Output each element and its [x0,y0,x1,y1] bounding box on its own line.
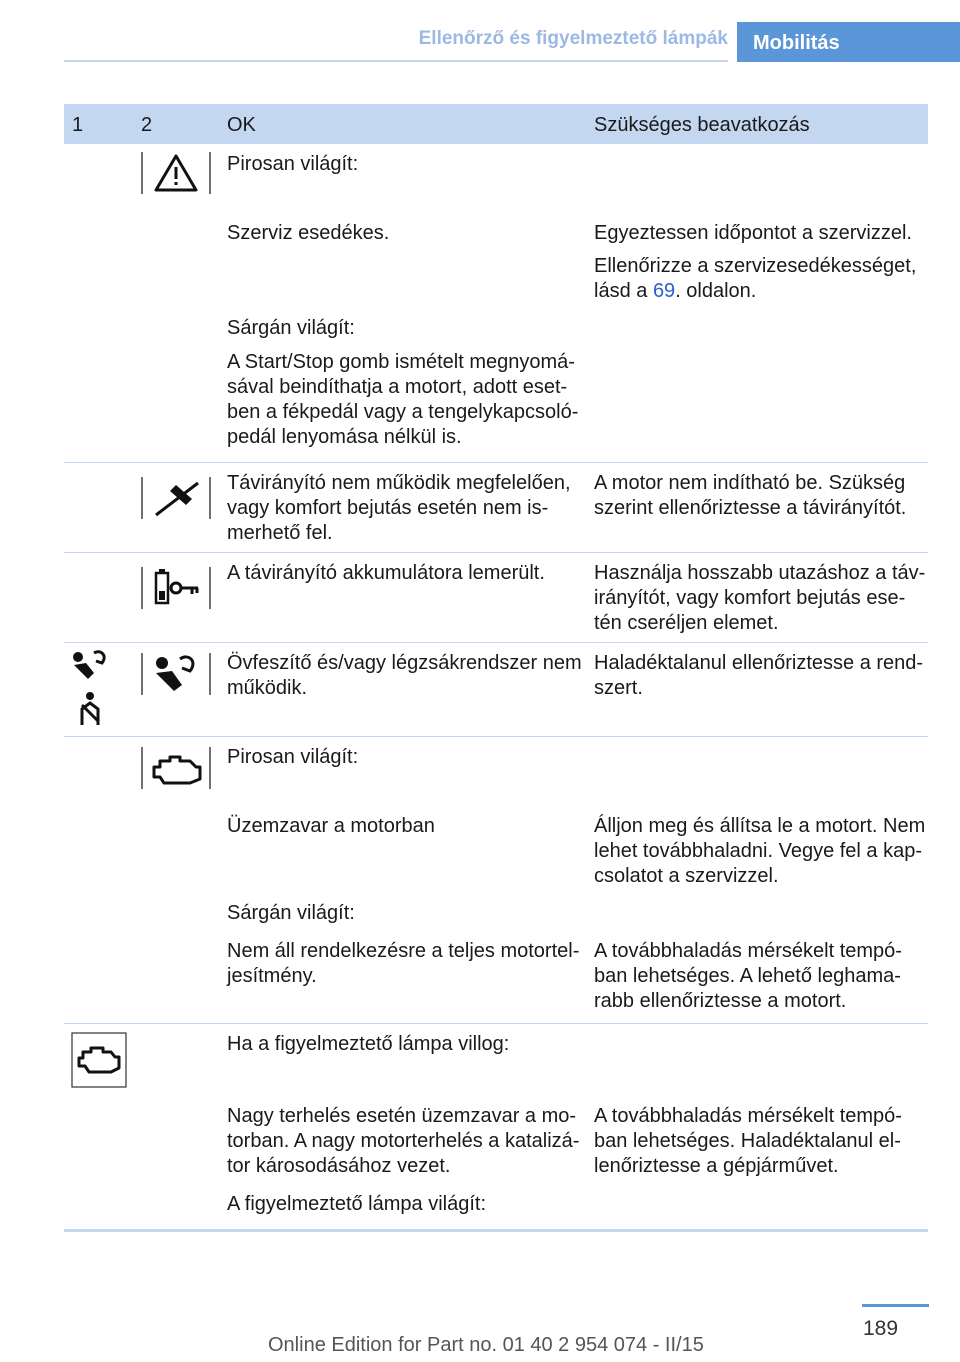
action-text: szerint ellenőriztesse a távirányítót. [594,497,907,519]
action-text: A továbbhaladás mérsékelt tempó- [594,1105,902,1127]
status-text: merhető fel. [227,522,333,544]
action-text: tén cseréljen elemet. [594,612,779,634]
status-text: A távirányító akkumulátora lemerült. [227,562,545,584]
status-text: jesítmény. [227,965,317,987]
action-text: csolatot a szervizzel. [594,865,779,887]
column-header-2: 2 [141,114,153,136]
status-text: Szerviz esedékes. [227,222,390,244]
status-text: torban. A nagy motorterhelés a katalizá- [227,1130,580,1152]
column-header-1: 1 [72,114,84,136]
status-text: Nagy terhelés esetén üzemzavar a mo- [227,1105,577,1127]
status-text: Távirányító nem működik megfelelően, [227,472,571,494]
action-text: ban lehetséges. A lehető leghama- [594,965,901,987]
action-text: rabb ellenőriztesse a motort. [594,990,847,1012]
action-text: A továbbhaladás mérsékelt tempó- [594,940,902,962]
status-text: A Start/Stop gomb ismételt megnyomá- [227,351,575,373]
action-text: A motor nem indítható be. Szükség [594,472,906,494]
page-number: 189 [863,1317,899,1340]
table-row [64,737,928,1024]
status-text: Üzemzavar a motorban [227,815,435,837]
status-text: Sárgán világít: [227,317,355,339]
action-text: Haladéktalanul ellenőriztesse a rend- [594,652,924,674]
status-text: tor károsodásához vezet. [227,1155,451,1177]
edition-text: Online Edition for Part no. 01 40 2 954 074 - II/15 [268,1334,704,1356]
status-text: vagy komfort bejutás esetén nem is- [227,497,549,519]
status-text: Pirosan világít: [227,153,359,175]
remote-battery-icon [140,565,212,611]
status-text: A figyelmeztető lámpa világít: [227,1193,487,1215]
column-header-ok: OK [227,114,256,136]
header-section-title: Ellenőrző és figyelmeztető lámpák [418,28,728,49]
status-text: működik. [227,677,308,699]
airbag-icon [70,649,110,683]
remote-key-crossed-icon [140,475,212,521]
table-row [64,144,928,463]
page-header [0,0,960,62]
status-text: Övfeszítő és/vagy légzsákrendszer nem [227,652,582,674]
table-header [64,104,928,144]
table-row [64,463,928,553]
page-link[interactable]: 69 [652,280,676,302]
seatbelt-icon [74,691,106,727]
table-row [64,643,928,737]
status-text: Nem áll rendelkezésre a teljes motortel- [227,940,580,962]
header-rule [64,60,728,62]
action-text: lásd a 69. oldalon. [594,280,757,302]
action-text: Használja hosszabb utazáshoz a táv- [594,562,926,584]
action-text: Egyeztessen időpontot a szervizzel. [594,222,912,244]
indicator-table [64,104,928,1232]
action-text: lehet továbbhaladni. Vegye fel a kap- [594,840,923,862]
action-text: ban lehetséges. Haladéktalanul el- [594,1130,901,1152]
table-row [64,1024,928,1232]
engine-icon [140,745,212,791]
action-text: szert. [594,677,643,699]
status-text: ben a fékpedál vagy a tengelykapcsoló- [227,401,579,423]
status-text: Ha a figyelmeztető lámpa villog: [227,1033,510,1055]
column-header-action: Szükséges beavatkozás [594,114,810,136]
action-text: irányítót, vagy komfort bejutás ese- [594,587,906,609]
status-text: Sárgán világít: [227,902,355,924]
table-row [64,553,928,643]
warning-triangle-icon [140,150,212,196]
header-chapter-tab[interactable]: Mobilitás [737,22,960,62]
status-text: Pirosan világít: [227,746,359,768]
action-text: Ellenőrizze a szervizesedékességet, [594,255,917,277]
status-text: pedál lenyomása nélkül is. [227,426,462,448]
airbag-icon [140,651,212,697]
engine-outline-icon [71,1032,127,1088]
action-text: Álljon meg és állítsa le a motort. Nem [594,815,926,837]
footer-rule [862,1304,929,1307]
status-text: sával beindíthatja a motort, adott eset- [227,376,568,398]
action-text: lenőriztesse a gépjárművet. [594,1155,839,1177]
